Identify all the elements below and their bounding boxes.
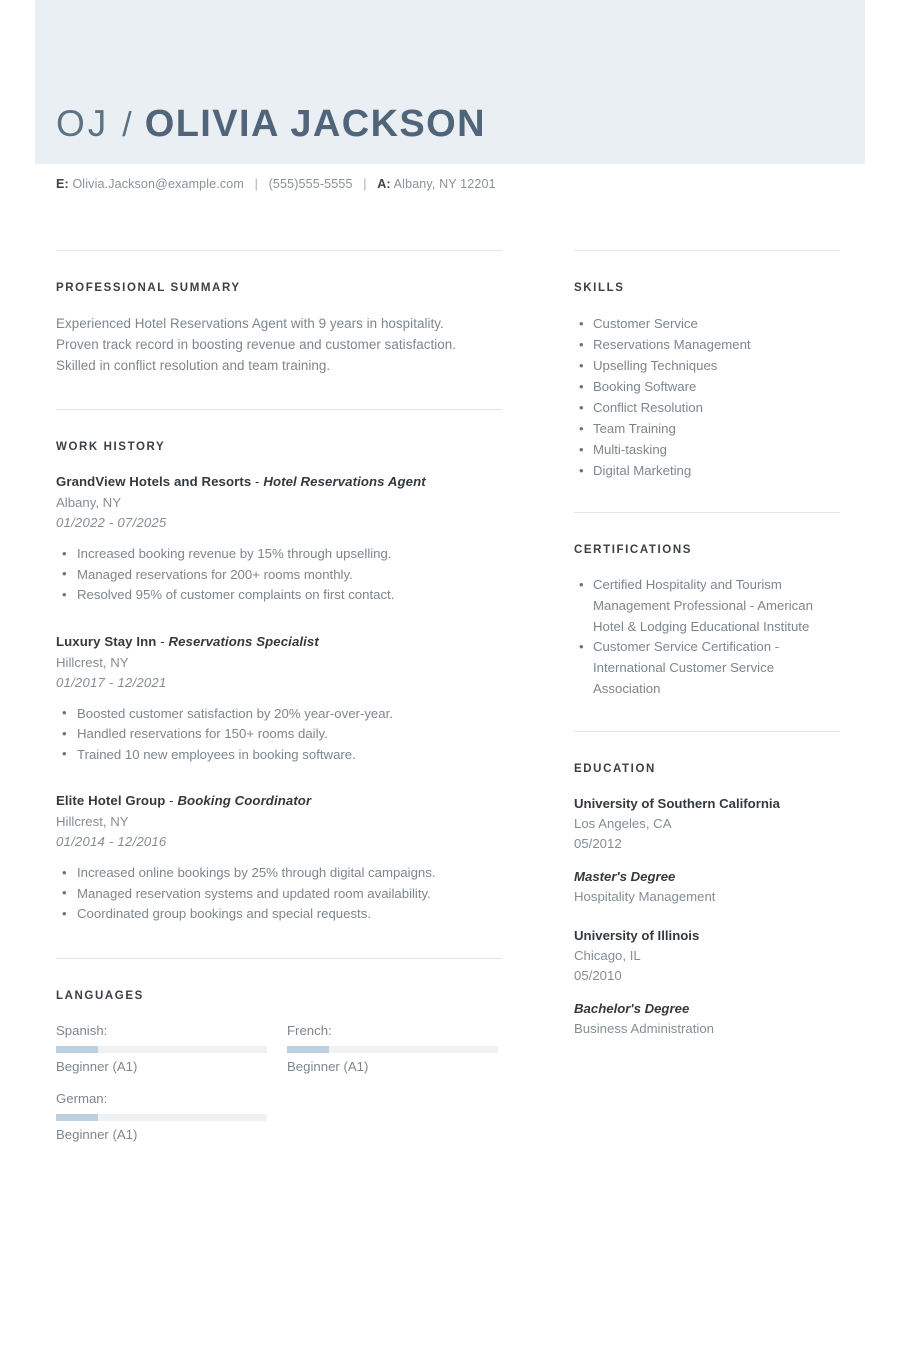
left-column bbox=[0, 250, 457, 1157]
job-bullet: • Boosted customer satisfaction by 20% year-over-year. bbox=[56, 704, 502, 725]
language-name: Spanish: bbox=[56, 1022, 108, 1038]
job-bullet: • Managed reservations for 200+ rooms monthly. bbox=[56, 565, 502, 586]
job-title-line bbox=[56, 472, 502, 491]
content-columns bbox=[0, 250, 900, 1157]
work-history-entry bbox=[56, 632, 502, 766]
education-city: Los Angeles, CA bbox=[574, 815, 672, 831]
job-bullet: • Managed reservation systems and updated room availability. bbox=[56, 884, 502, 905]
job-bullet: • Coordinated group bookings and special requests. bbox=[56, 904, 502, 925]
job-bullet-list bbox=[56, 863, 502, 925]
skill-item: • Digital Marketing bbox=[574, 460, 840, 481]
summary-line: Experienced Hotel Reservations Agent with 9 years in hospitality. bbox=[56, 316, 444, 331]
contact-separator-2: | bbox=[363, 177, 367, 191]
job-company: Luxury Stay Inn bbox=[56, 633, 157, 649]
address-label: A: bbox=[377, 177, 391, 191]
language-level: Beginner (A1) bbox=[56, 1058, 138, 1074]
education-entry bbox=[574, 926, 840, 1039]
section-title-languages: LANGUAGES bbox=[56, 989, 144, 1002]
section-skills bbox=[574, 250, 840, 481]
section-title-work-history: WORK HISTORY bbox=[56, 441, 166, 453]
certifications-body bbox=[574, 575, 840, 700]
section-divider bbox=[56, 250, 502, 251]
language-level: Beginner (A1) bbox=[56, 1126, 138, 1142]
monogram-initials: OJ bbox=[56, 103, 110, 144]
header-band bbox=[35, 0, 865, 164]
language-proficiency-fill bbox=[287, 1046, 329, 1053]
language-proficiency-fill bbox=[56, 1046, 98, 1053]
skill-item: • Conflict Resolution bbox=[574, 397, 840, 418]
job-dates: 01/2014 - 12/2016 bbox=[56, 834, 167, 849]
section-title-skills: SKILLS bbox=[574, 282, 625, 294]
job-role: Hotel Reservations Agent bbox=[263, 474, 426, 489]
education-school: University of Illinois bbox=[574, 927, 700, 943]
education-field: Hospitality Management bbox=[574, 888, 716, 904]
summary-line: Skilled in conflict resolution and team training. bbox=[56, 358, 331, 373]
skill-item: • Upselling Techniques bbox=[574, 355, 840, 376]
contact-line bbox=[56, 177, 496, 191]
job-dash: - bbox=[251, 474, 264, 489]
section-divider bbox=[56, 958, 502, 959]
name-row bbox=[56, 103, 486, 146]
language-proficiency-bar bbox=[56, 1114, 267, 1121]
certification-item: • Customer Service Certification - International Customer Service Association bbox=[574, 637, 840, 699]
language-proficiency-bar bbox=[287, 1046, 498, 1053]
certifications-list bbox=[574, 575, 840, 700]
job-company: Elite Hotel Group bbox=[56, 793, 166, 808]
job-company: GrandView Hotels and Resorts bbox=[56, 474, 252, 489]
work-history-entry bbox=[56, 791, 502, 925]
section-professional-summary bbox=[56, 250, 502, 376]
language-name: French: bbox=[287, 1022, 332, 1038]
job-role: Booking Coordinator bbox=[177, 793, 312, 808]
section-divider bbox=[574, 250, 840, 251]
job-dates: 01/2017 - 12/2021 bbox=[56, 674, 167, 690]
skills-list bbox=[574, 313, 840, 481]
certification-item: • Certified Hospitality and Tourism Management Professional - American Hotel & Lodging Educational Institute bbox=[574, 575, 840, 637]
skill-item: • Team Training bbox=[574, 418, 840, 439]
section-education bbox=[574, 731, 840, 1039]
skill-item: • Customer Service bbox=[574, 313, 840, 334]
section-title-education: EDUCATION bbox=[574, 762, 656, 775]
education-entry bbox=[574, 794, 840, 907]
section-title-professional-summary: PROFESSIONAL SUMMARY bbox=[56, 282, 241, 294]
language-level: Beginner (A1) bbox=[287, 1058, 369, 1074]
job-title-line bbox=[56, 632, 502, 651]
education-degree: Master's Degree bbox=[574, 868, 676, 884]
education-city: Chicago, IL bbox=[574, 947, 641, 963]
section-divider bbox=[574, 731, 840, 732]
job-bullet: • Increased booking revenue by 15% through upselling. bbox=[56, 544, 502, 565]
language-item bbox=[56, 1089, 267, 1145]
job-bullet: • Resolved 95% of customer complaints on first contact. bbox=[56, 585, 502, 606]
job-title-line bbox=[56, 791, 502, 810]
job-dash: - bbox=[165, 793, 178, 808]
job-bullet: • Handled reservations for 150+ rooms daily. bbox=[56, 724, 502, 745]
language-proficiency-bar bbox=[56, 1046, 267, 1053]
language-item bbox=[56, 1021, 267, 1077]
section-languages bbox=[56, 958, 502, 1157]
job-bullet: • Trained 10 new employees in booking software. bbox=[56, 745, 502, 766]
job-location: Hillcrest, NY bbox=[56, 814, 129, 829]
work-history-entry bbox=[56, 472, 502, 606]
summary-line: Proven track record in boosting revenue and customer satisfaction. bbox=[56, 337, 457, 352]
contact-separator-1: | bbox=[254, 177, 258, 191]
email-value[interactable]: Olivia.Jackson@example.com bbox=[72, 177, 244, 191]
languages-body bbox=[56, 1021, 502, 1157]
education-body bbox=[574, 794, 840, 1039]
education-school: University of Southern California bbox=[574, 795, 780, 811]
skills-body bbox=[574, 313, 840, 481]
job-dates: 01/2022 - 07/2025 bbox=[56, 515, 167, 530]
job-bullet-list bbox=[56, 544, 502, 606]
work-history-body bbox=[56, 472, 502, 925]
email-label: E: bbox=[56, 177, 69, 191]
address-value: Albany, NY 12201 bbox=[393, 177, 496, 191]
section-work-history bbox=[56, 409, 502, 925]
job-bullet: • Increased online bookings by 25% through digital campaigns. bbox=[56, 863, 502, 884]
skill-item: • Reservations Management bbox=[574, 334, 840, 355]
section-certifications bbox=[574, 512, 840, 700]
professional-summary-body bbox=[56, 313, 502, 376]
job-location: Hillcrest, NY bbox=[56, 654, 129, 670]
education-date: 05/2010 bbox=[574, 967, 622, 983]
phone-value[interactable]: (555)555-5555 bbox=[268, 177, 353, 191]
language-proficiency-fill bbox=[56, 1114, 98, 1121]
skill-item: • Multi-tasking bbox=[574, 439, 840, 460]
job-dash: - bbox=[156, 633, 169, 649]
job-bullet-list bbox=[56, 704, 502, 766]
language-name: German: bbox=[56, 1090, 108, 1106]
education-field: Business Administration bbox=[574, 1020, 715, 1036]
section-divider bbox=[56, 409, 502, 410]
name-separator: / bbox=[122, 106, 132, 144]
page-title: OLIVIA JACKSON bbox=[144, 103, 486, 145]
right-column bbox=[450, 250, 900, 1157]
education-degree: Bachelor's Degree bbox=[574, 1000, 690, 1016]
language-grid bbox=[56, 1021, 502, 1157]
section-divider bbox=[574, 512, 840, 513]
section-title-certifications: CERTIFICATIONS bbox=[574, 544, 693, 556]
skill-item: • Booking Software bbox=[574, 376, 840, 397]
job-role: Reservations Specialist bbox=[168, 633, 319, 649]
job-location: Albany, NY bbox=[56, 495, 121, 510]
education-date: 05/2012 bbox=[574, 835, 622, 851]
